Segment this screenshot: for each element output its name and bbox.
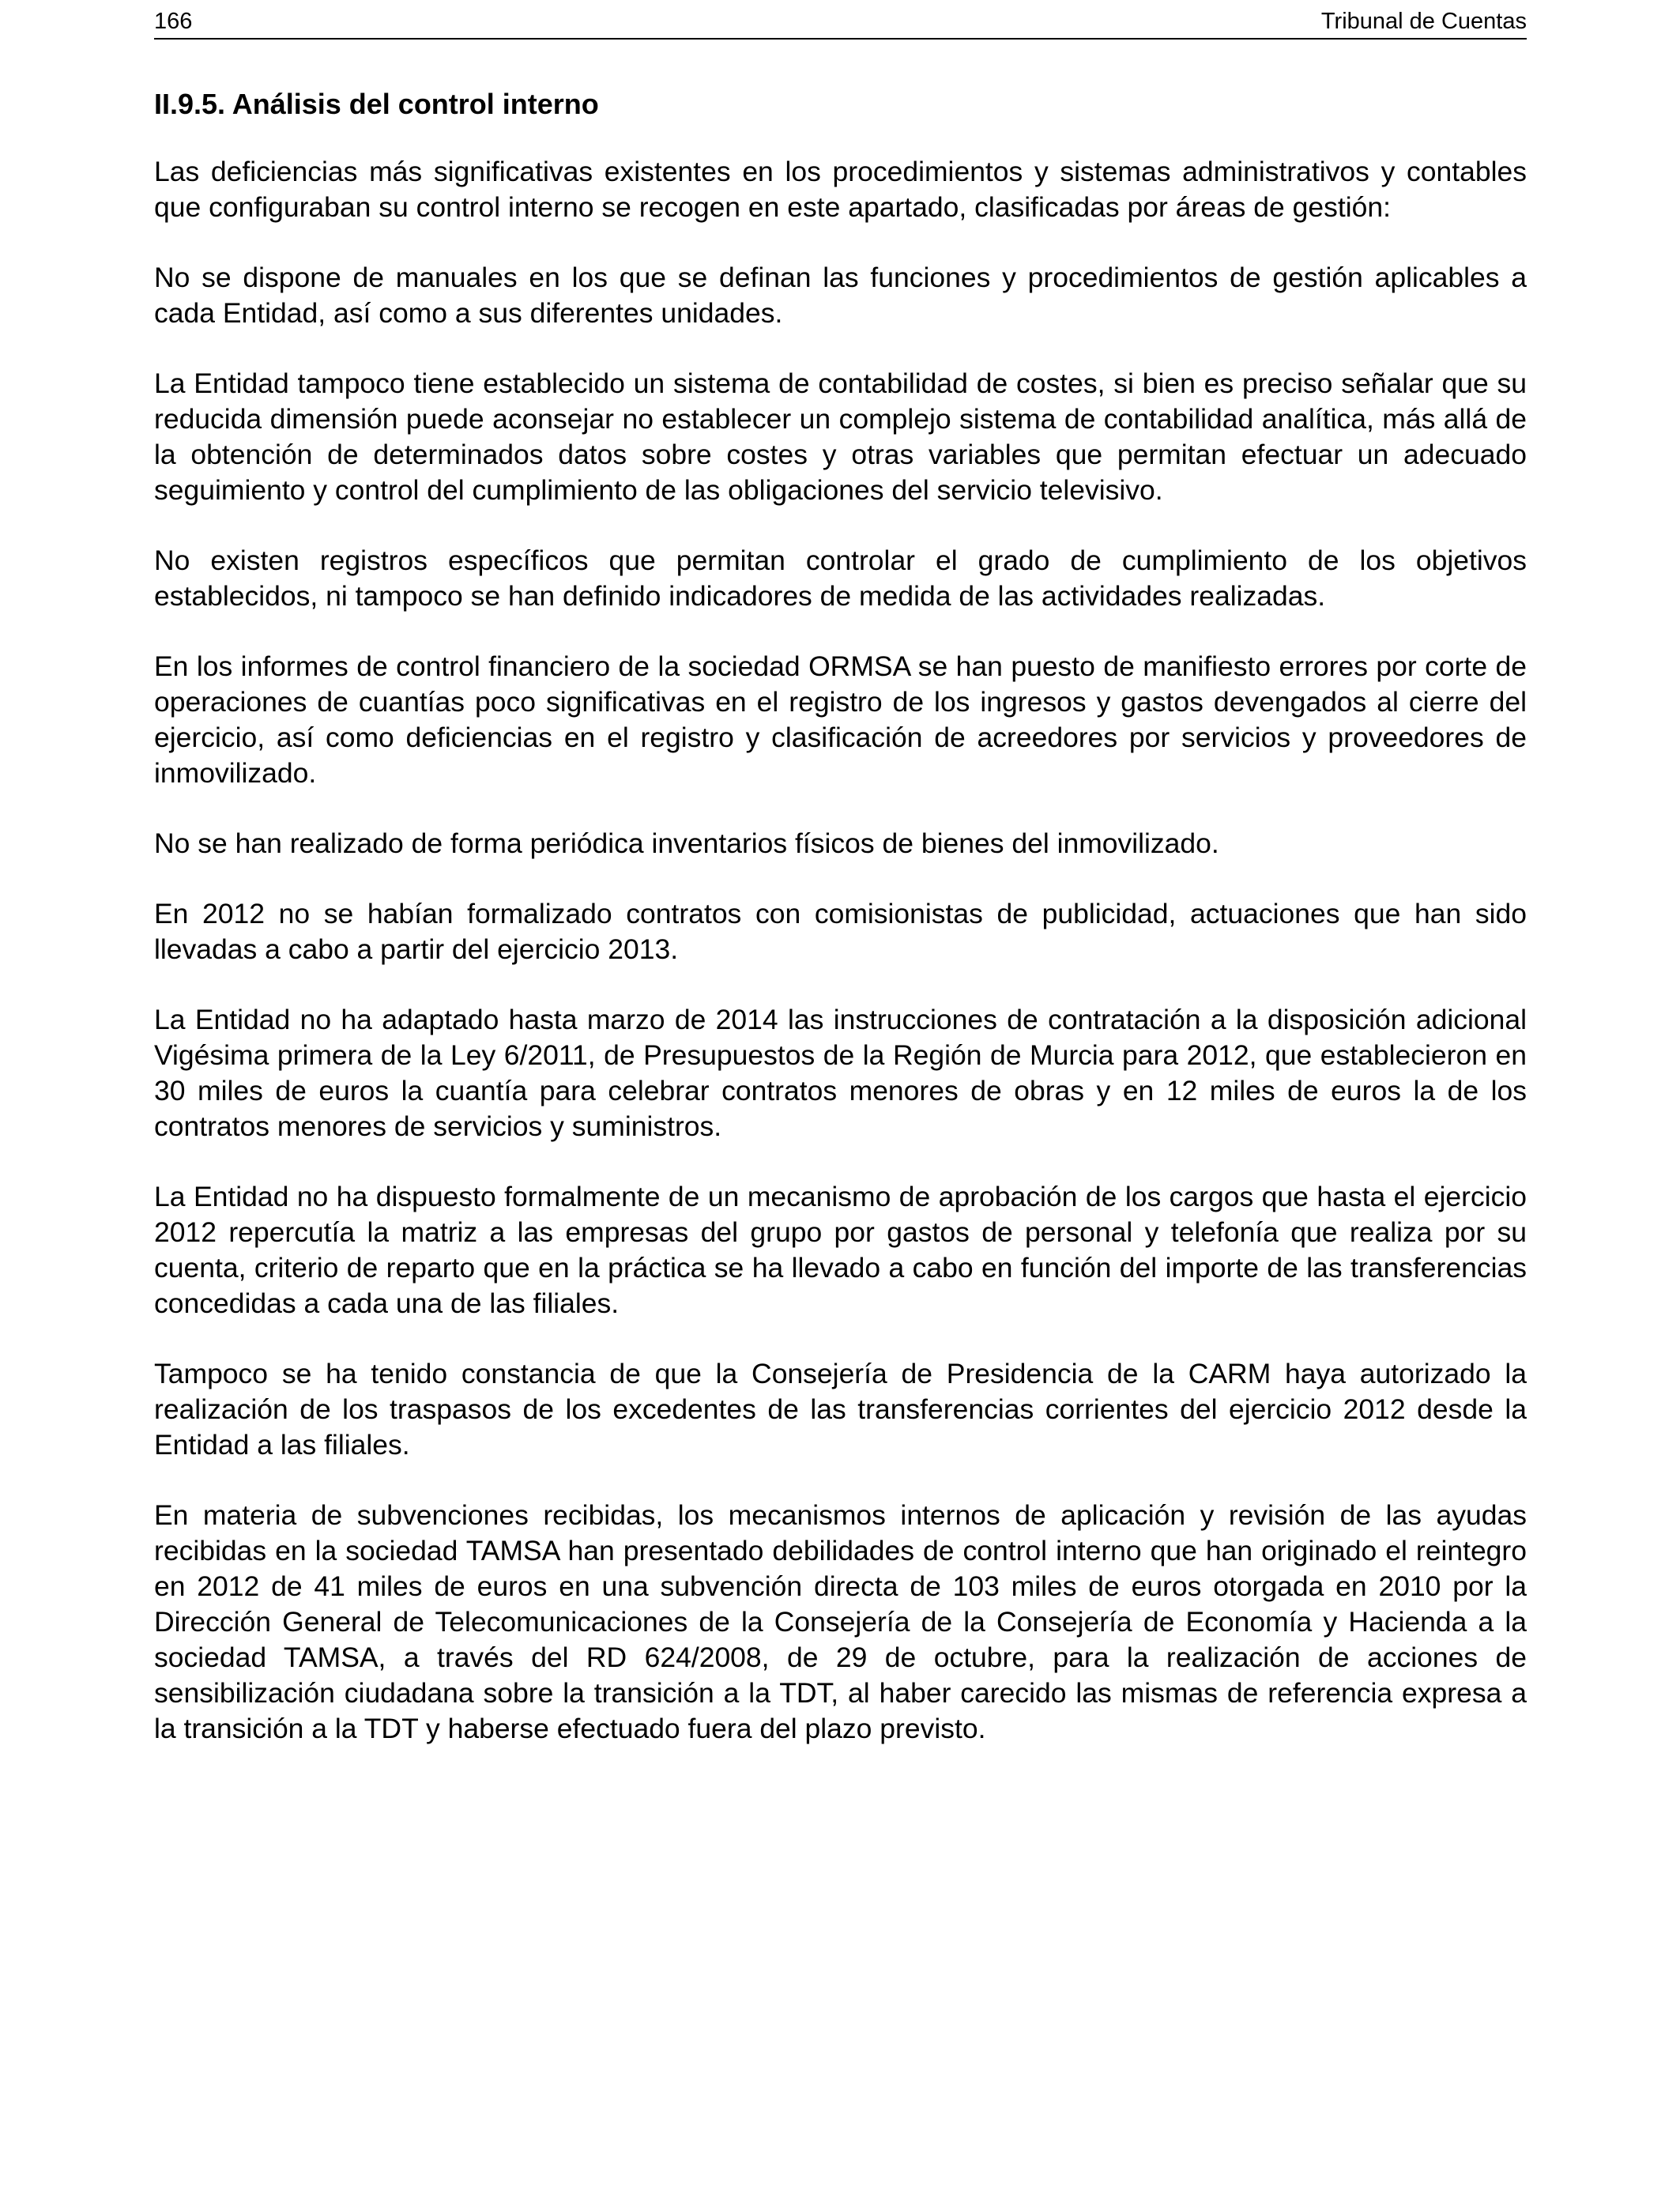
paragraph: No existen registros específicos que permitan controlar el grado de cumplimiento de los objetivos establecidos, ni tampoco se han definido indicadores de medida de las actividades realizadas.: [154, 545, 1527, 612]
paragraph: La Entidad tampoco tiene establecido un sistema de contabilidad de costes, si bien es preciso señalar que su reducida dimensión puede aconsejar no establecer un complejo sistema de contabilidad analítica, más allá de la obtención de determinados datos sobre costes y otras variables que permitan efectuar un adecuado seguimiento y control del cumplimiento de las obligaciones del servicio televisivo.: [154, 368, 1527, 506]
paragraph: En 2012 no se habían formalizado contratos con comisionistas de publicidad, actuaciones que han sido llevadas a cabo a partir del ejercicio 2013.: [154, 898, 1527, 965]
paragraph: Tampoco se ha tenido constancia de que la Consejería de Presidencia de la CARM haya autorizado la realización de los traspasos de los excedentes de las transferencias corrientes del ejercicio 2012 desde la Entidad a las filiales.: [154, 1358, 1527, 1461]
paragraph: Las deficiencias más significativas existentes en los procedimientos y sistemas administrativos y contables que configuraban su control interno se recogen en este apartado, clasificadas por áreas de gestión:: [154, 156, 1527, 223]
running-title: Tribunal de Cuentas: [1320, 9, 1527, 34]
paragraph: La Entidad no ha adaptado hasta marzo de 2014 las instrucciones de contratación a la disposición adicional Vigésima primera de la Ley 6/2011, de Presupuestos de la Región de Murcia para 2012, que establecieron en 30 miles de euros la cuantía para celebrar contratos menores de obras y en 12 miles de euros la de los contratos menores de servicios y suministros.: [154, 1004, 1527, 1142]
paragraph: En materia de subvenciones recibidas, los mecanismos internos de aplicación y revisión de las ayudas recibidas en la sociedad TAMSA han presentado debilidades de control interno que han originado el reintegro en 2012 de 41 miles de euros en una subvención directa de 103 miles de euros otorgada en 2010 por la Dirección General de Telecomunicaciones de la Consejería de la Consejería de Economía y Hacienda a la sociedad TAMSA, a través del RD 624/2008, de 29 de octubre, para la realización de acciones de sensibilización ciudadana sobre la transición a la TDT, al haber carecido las mismas de referencia expresa a la transición a la TDT y haberse efectuado fuera del plazo previsto.: [154, 1499, 1527, 1744]
page-header: [154, 5, 1527, 40]
paragraph: La Entidad no ha dispuesto formalmente de un mecanismo de aprobación de los cargos que hasta el ejercicio 2012 repercutía la matriz a las empresas del grupo por gastos de personal y telefonía que realiza por su cuenta, criterio de reparto que en la práctica se ha llevado a cabo en función del importe de las transferencias concedidas a cada una de las filiales.: [154, 1181, 1527, 1319]
section-title: II.9.5. Análisis del control interno: [154, 88, 599, 120]
paragraph: No se han realizado de forma periódica inventarios físicos de bienes del inmovilizado.: [154, 827, 1219, 859]
paragraph: No se dispone de manuales en los que se definan las funciones y procedimientos de gestión aplicables a cada Entidad, así como a sus diferentes unidades.: [154, 262, 1527, 329]
page-number: 166: [154, 9, 193, 34]
paragraph: En los informes de control financiero de la sociedad ORMSA se han puesto de manifiesto errores por corte de operaciones de cuantías poco significativas en el registro de los ingresos y gastos devengados al cierre del ejercicio, así como deficiencias en el registro y clasificación de acreedores por servicios y proveedores de inmovilizado.: [154, 650, 1527, 789]
body-text: [154, 154, 1527, 1781]
